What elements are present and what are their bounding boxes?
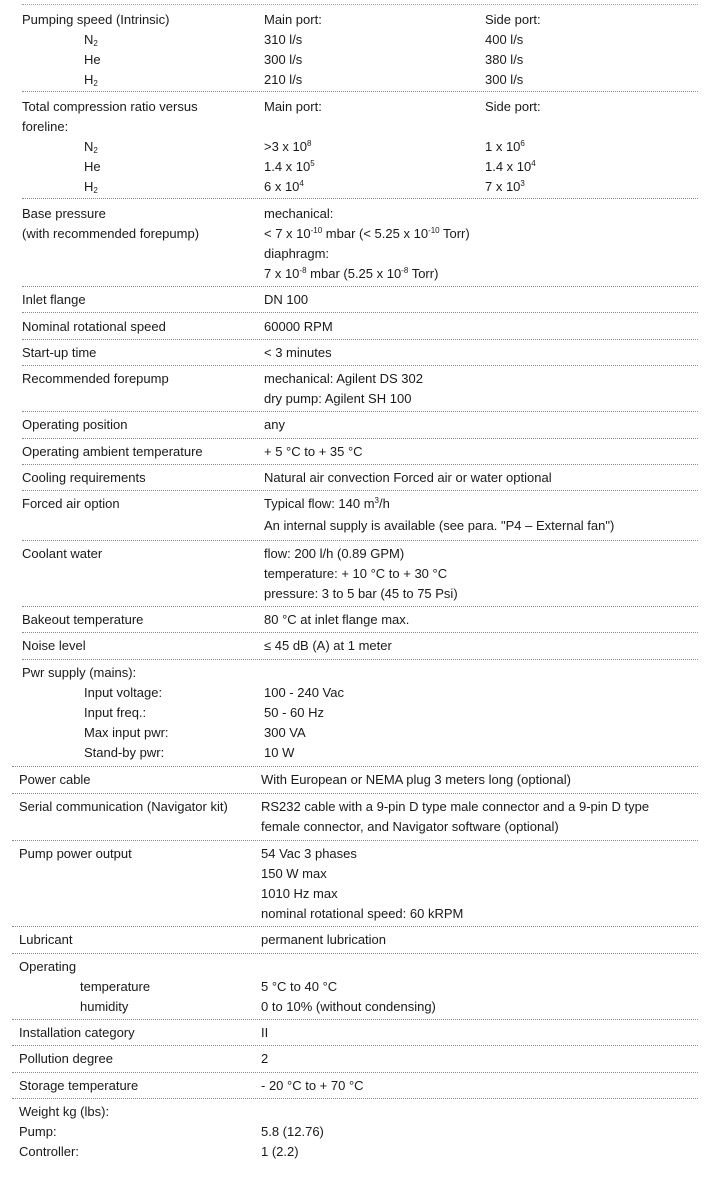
spec-value: 10 W <box>264 745 295 760</box>
row-divider <box>22 606 698 607</box>
row-divider <box>22 339 698 340</box>
row-divider <box>22 438 698 439</box>
spec-value: < 7 x $10^{-10}$ mbar (< 5.25 x $10^{-10}$ Torr) <box>264 226 470 241</box>
row-divider <box>12 953 698 954</box>
spec-value: 5.8 (12.76) <box>261 1124 324 1139</box>
spec-label: Operating ambient temperature <box>22 444 203 459</box>
spec-label: Pump power output <box>19 846 132 861</box>
spec-value: II <box>261 1025 269 1040</box>
spec-value: 1010 Hz max <box>261 886 338 901</box>
spec-sublabel: humidity <box>80 999 129 1014</box>
spec-value: 300 VA <box>264 725 306 740</box>
gas-label: $H_2$ <box>84 179 98 195</box>
spec-label: Storage temperature <box>19 1078 139 1093</box>
spec-sublabel: Max input pwr: <box>84 725 169 740</box>
spec-label: Pumping speed (Intrinsic) <box>22 12 170 27</box>
spec-value: 310 l/s <box>264 32 303 47</box>
row-divider <box>12 1019 698 1020</box>
spec-value: 150 W max <box>261 866 327 881</box>
spec-label: Bakeout temperature <box>22 612 144 627</box>
spec-value: + 5 °C to + 35 °C <box>264 444 363 459</box>
spec-label: Lubricant <box>19 932 73 947</box>
spec-value: 300 l/s <box>485 72 524 87</box>
spec-value: 1 (2.2) <box>261 1144 299 1159</box>
spec-value: 50 - 60 Hz <box>264 705 324 720</box>
spec-label: Installation category <box>19 1025 135 1040</box>
spec-value: permanent lubrication <box>261 932 387 947</box>
spec-label: Start-up time <box>22 345 97 360</box>
spec-sublabel: temperature <box>80 979 151 994</box>
spec-value: 7 x $10^{-8}$ mbar (5.25 x $10^{-8}$ Torr) <box>264 266 439 281</box>
spec-value: mechanical: <box>264 206 334 221</box>
spec-label: Total compression ratio versus <box>22 99 198 114</box>
spec-value: 400 l/s <box>485 32 524 47</box>
spec-label: Nominal rotational speed <box>22 319 166 334</box>
spec-label: Inlet flange <box>22 292 86 307</box>
spec-sublabel: Input voltage: <box>84 685 163 700</box>
spec-sublabel: Controller: <box>19 1144 79 1159</box>
spec-value: >3 x $10^8$ <box>264 139 312 154</box>
row-divider <box>12 793 698 794</box>
row-divider <box>22 4 698 5</box>
row-divider <box>12 766 698 767</box>
spec-label: Serial communication (Navigator kit) <box>19 799 228 814</box>
spec-value: 0 to 10% (without condensing) <box>261 999 436 1014</box>
spec-sublabel: Input freq.: <box>84 705 147 720</box>
spec-value: 2 <box>261 1051 269 1066</box>
spec-value: 60000 RPM <box>264 319 333 334</box>
row-divider <box>12 1072 698 1073</box>
spec-value: 210 l/s <box>264 72 303 87</box>
row-divider <box>12 1045 698 1046</box>
spec-label: Coolant water <box>22 546 103 561</box>
spec-value: DN 100 <box>264 292 309 307</box>
spec-value: With European or NEMA plug 3 meters long (optional) <box>261 772 571 787</box>
row-divider <box>12 840 698 841</box>
spec-value: temperature: + 10 °C to + 30 °C <box>264 566 448 581</box>
spec-value: Natural air convection Forced air or water optional <box>264 470 552 485</box>
spec-value: 1.4 x $10^4$ <box>485 159 536 174</box>
row-divider <box>22 411 698 412</box>
column-header-side-port: Side port: <box>485 12 541 27</box>
spec-value: - 20 °C to + 70 °C <box>261 1078 364 1093</box>
spec-value: 6 x $10^4$ <box>264 179 304 194</box>
spec-label: Operating <box>19 959 77 974</box>
spec-value: 1 x $10^6$ <box>485 139 525 154</box>
row-divider <box>12 1098 698 1099</box>
spec-sublabel: Stand-by pwr: <box>84 745 165 760</box>
spec-value: female connector, and Navigator software (optional) <box>261 819 559 834</box>
gas-label: He <box>84 159 101 174</box>
spec-value: 300 l/s <box>264 52 303 67</box>
row-divider <box>22 91 698 92</box>
spec-label: foreline: <box>22 119 69 134</box>
spec-value: diaphragm: <box>264 246 330 261</box>
spec-label: Cooling requirements <box>22 470 146 485</box>
gas-label: $N_2$ <box>84 139 98 155</box>
spec-value: RS232 cable with a 9-pin D type male connector and a 9-pin D type <box>261 799 650 814</box>
spec-label: Pwr supply (mains): <box>22 665 137 680</box>
row-divider <box>22 490 698 491</box>
gas-label: He <box>84 52 101 67</box>
row-divider <box>22 632 698 633</box>
spec-value: dry pump: Agilent SH 100 <box>264 391 412 406</box>
row-divider <box>22 464 698 465</box>
spec-label: Weight kg (lbs): <box>19 1104 110 1119</box>
column-header-side-port: Side port: <box>485 99 541 114</box>
column-header-main-port: Main port: <box>264 99 322 114</box>
spec-value: 54 Vac 3 phases <box>261 846 357 861</box>
spec-label: Base pressure <box>22 206 106 221</box>
row-divider <box>22 540 698 541</box>
spec-value: 80 °C at inlet flange max. <box>264 612 410 627</box>
spec-value: 100 - 240 Vac <box>264 685 344 700</box>
row-divider <box>22 286 698 287</box>
spec-value: flow: 200 l/h (0.89 GPM) <box>264 546 405 561</box>
gas-label: $N_2$ <box>84 32 98 48</box>
column-header-main-port: Main port: <box>264 12 322 27</box>
row-divider <box>22 365 698 366</box>
spec-value: nominal rotational speed: 60 kRPM <box>261 906 464 921</box>
spec-label: Pollution degree <box>19 1051 113 1066</box>
spec-label: Forced air option <box>22 496 120 511</box>
spec-value: 7 x $10^3$ <box>485 179 525 194</box>
spec-value: pressure: 3 to 5 bar (45 to 75 Psi) <box>264 586 458 601</box>
gas-label: $H_2$ <box>84 72 98 88</box>
spec-value: any <box>264 417 285 432</box>
spec-value: 1.4 x $10^5$ <box>264 159 315 174</box>
spec-value: 5 °C to 40 °C <box>261 979 338 994</box>
spec-label: (with recommended forepump) <box>22 226 200 241</box>
spec-value: Typical flow: 140 $m^3/h$ <box>264 496 390 511</box>
row-divider <box>12 926 698 927</box>
spec-value: 380 l/s <box>485 52 524 67</box>
row-divider <box>22 659 698 660</box>
spec-value: ≤ 45 dB (A) at 1 meter <box>264 638 392 653</box>
spec-value: An internal supply is available (see para. "P4 – External fan") <box>264 518 615 533</box>
spec-label: Recommended forepump <box>22 371 169 386</box>
spec-sublabel: Pump: <box>19 1124 57 1139</box>
spec-label: Noise level <box>22 638 86 653</box>
row-divider <box>22 312 698 313</box>
spec-value: < 3 minutes <box>264 345 332 360</box>
row-divider <box>22 198 698 199</box>
spec-label: Power cable <box>19 772 91 787</box>
spec-label: Operating position <box>22 417 128 432</box>
spec-value: mechanical: Agilent DS 302 <box>264 371 423 386</box>
